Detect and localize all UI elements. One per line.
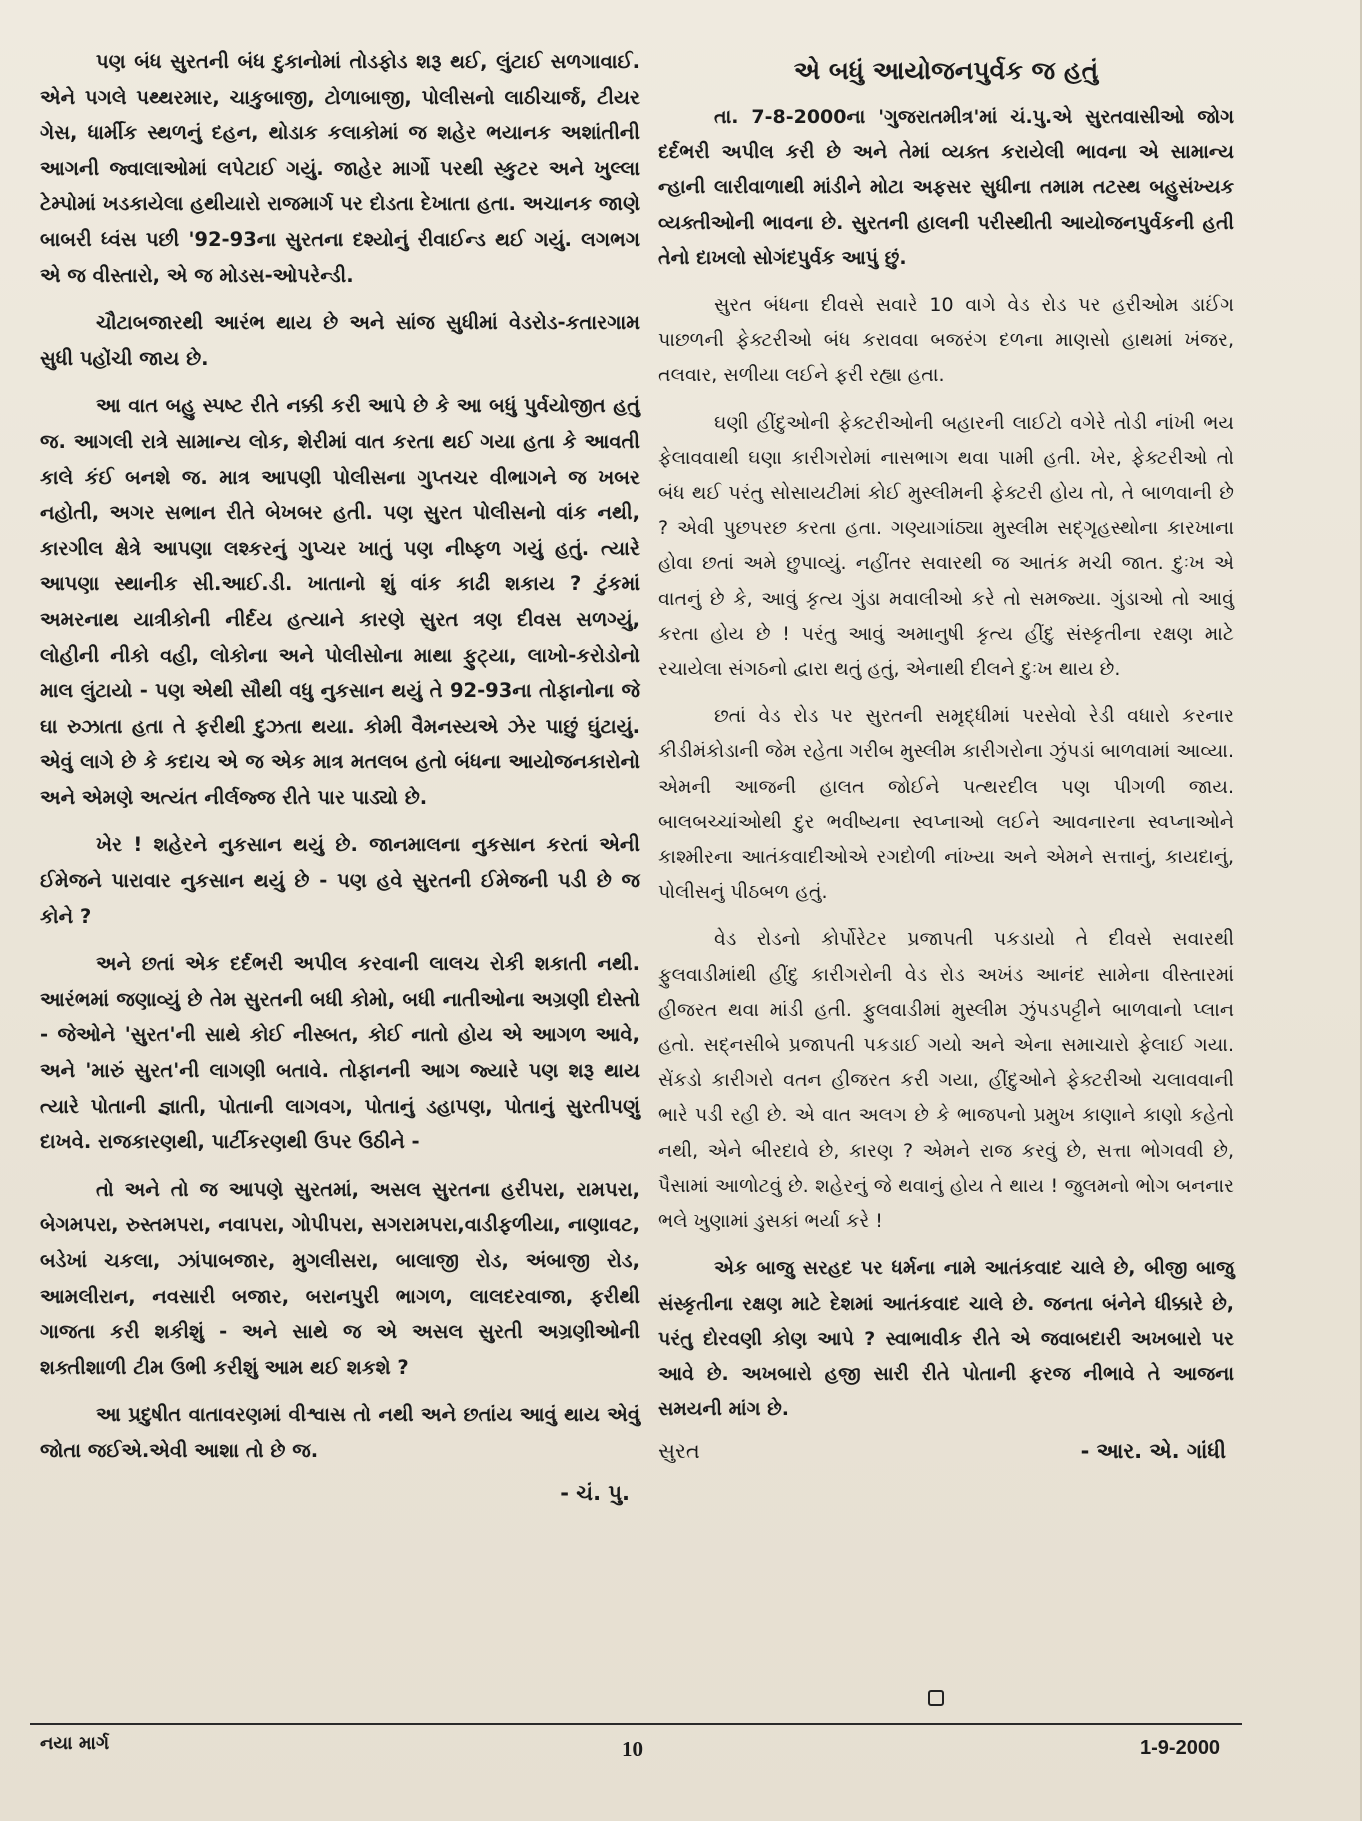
right-column (658, 44, 1234, 1464)
publication-name: નયા માર્ગ (40, 1733, 110, 1754)
left-column (40, 44, 640, 1506)
left-paragraph-3: આ વાત બહુ સ્પષ્ટ રીતે નક્કી કરી આપે છે કે આ બધું પુર્વયોજીત હતું જ. આગલી રાત્રે સામાન્ય લોક, શેરીમાં વાત કરતા થઈ ગયા હતા કે આવતી કાલે કંઈ બનશે જ. માત્ર આપણી પોલીસના ગુપ્તચર વીભાગને જ ખબર નહોતી, અગર સભાન રીતે બેખબર હતી. પણ સુરત પોલીસનો વાંક નથી, કારગીલ ક્ષેત્રે આપણા લશ્કરનું ગુપ્ચર ખાતું પણ નીષ્ફળ ગયું હતું. ત્યારે આપણા સ્થાનીક સી.આઈ.ડી. ખાતાનો શું વાંક કાઢી શકાય ? ટુંકમાં અમરનાથ યાત્રીકોની નીર્દય હત્યાને કારણે સુરત ત્રણ દીવસ સળગ્યું, લોહીની નીકો વહી, લોકોના અને પોલીસોના માથા ફુટ્યા, લાખો-કરોડોનો માલ લુંટાયો - પણ એથી સૌથી વધુ નુકસાન થયું તે 92-93ના તોફાનોના જે ઘા રુઝાતા હતા તે ફરીથી દુઝતા થયા. કોમી વૈમનસ્યએ ઝેર પાછું ઘુંટાયું. એવું લાગે છે કે કદાચ એ જ એક માત્ર મતલબ હતો બંધના આયોજનકારોનો અને એમણે અત્યંત નીર્લજ્જ રીતે પાર પાડ્યો છે. (40, 394, 640, 809)
right-paragraph-1: તા. 7-8-2000ના 'ગુજરાતમીત્ર'માં ચં.પુ.એ સુરતવાસીઓ જોગ દર્દભરી અપીલ કરી છે અને તેમાં વ્યક્ત કરાયેલી ભાવના એ સામાન્ય ન્હાની લારીવાળાથી માંડીને મોટા અફસર સુધીના તમામ તટસ્થ બહુસંખ્યક વ્યક્તીઓની ભાવના છે. સુરતની હાલની પરીસ્થીતી આયોજનપુર્વકની હતી તેનો દાખલો સોગંદપુર્વક આપું છું. (658, 106, 1234, 269)
dateline-place: સુરત (658, 1439, 700, 1464)
right-paragraph-6: એક બાજુ સરહદ પર ધર્મના નામે આતંકવાદ ચાલે છે, બીજી બાજુ સંસ્કૃતીના રક્ષણ માટે દેશમાં આતંકવાદ ચાલે છે. જનતા બંનેને ધીક્કારે છે, પરંતુ દોરવણી કોણ આપે ? સ્વાભાવીક રીતે એ જવાબદારી અખબારો પર આવે છે. અખબારો હજી સારી રીતે પોતાની ફરજ નીભાવે તે આજના સમયની માંગ છે. (658, 1257, 1234, 1421)
left-paragraph-7: આ પ્રદુષીત વાતાવરણમાં વીશ્વાસ તો નથી અને છતાંય આવું થાય એવું જોતા જઈએ.એવી આશા તો છે જ. (40, 1403, 640, 1462)
right-paragraph-4: છતાં વેડ રોડ પર સુરતની સમૃદ્ધીમાં પરસેવો રેડી વધારો કરનાર કીડીમંકોડાની જેમ રહેતા ગરીબ મુસ્લીમ કારીગરોના ઝુંપડાં બાળવામાં આવ્યા. એમની આજની હાલત જોઈને પત્થરદીલ પણ પીગળી જાય. બાલબચ્ચાંઓથી દુર ભવીષ્યના સ્વપ્નાઓ લઈને આવનારના સ્વપ્નાઓને કાશ્મીરના આતંકવાદીઓએ રગદોળી નાંખ્યા અને એમને સત્તાનું, કાયદાનું, પોલીસનું પીઠબળ હતું. (658, 705, 1234, 904)
right-paragraph-5: વેડ રોડનો કોર્પોરેટર પ્રજાપતી પકડાયો તે દીવસે સવારથી ફુલવાડીમાંથી હીંદુ કારીગરોની વેડ રોડ અખંડ આનંદ સામેના વીસ્તારમાં હીજરત થવા માંડી હતી. ફુલવાડીમાં મુસ્લીમ ઝુંપડપટ્ટીને બાળવાનો પ્લાન હતો. સદ્નસીબે પ્રજાપતી પકડાઈ ગયો અને એના સમાચારો ફેલાઈ ગયા. સેંકડો કારીગરો વતન હીજરત કરી ગયા, હીંદુઓને ફેક્ટરીઓ ચલાવવાની ભારે પડી રહી છે. એ વાત અલગ છે કે ભાજપનો પ્રમુખ કાણાને કાણો કહેતો નથી, એને બીરદાવે છે, કારણ ? એમને રાજ કરવું છે, સત્તા ભોગવવી છે, પૈસામાં આળોટવું છે. શહેરનું જે થવાનું હોય તે થાય ! જુલમનો ભોગ બનનાર ભલે ખુણામાં ડુસકાં ભર્યા કરે ! (658, 928, 1234, 1233)
left-signature: - ચં. પુ. (560, 1480, 630, 1505)
left-paragraph-4: ખેર ! શહેરને નુકસાન થયું છે. જાનમાલના નુકસાન કરતાં એની ઈમેજને પારાવાર નુકસાન થયું છે - પણ હવે સુરતની ઈમેજની પડી છે જ કોને ? (40, 833, 640, 928)
article-headline: એ બધું આયોજનપુર્વક જ હતું (793, 56, 1099, 85)
left-paragraph-2: ચૌટાબજારથી આરંભ થાય છે અને સાંજ સુધીમાં વેડરોડ-કતારગામ સુધી પહોંચી જાય છે. (40, 311, 640, 370)
page-footer (0, 1733, 1362, 1773)
end-of-article-box-icon (928, 1690, 944, 1706)
right-signature-row (658, 1439, 1234, 1464)
left-paragraph-5: અને છતાં એક દર્દભરી અપીલ કરવાની લાલચ રોકી શકાતી નથી. આરંભમાં જણાવ્યું છે તેમ સુરતની બધી કોમો, બધી નાતીઓના અગ્રણી દોસ્તો - જેઓને 'સુરત'ની સાથે કોઈ નીસ્બત, કોઈ નાતો હોય એ આગળ આવે, અને 'મારું સુરત'ની લાગણી બતાવે. તોફાનની આગ જ્યારે પણ શરૂ થાય ત્યારે પોતાની જ્ઞાતી, પોતાની લાગવગ, પોતાનું ડહાપણ, પોતાનું સુરતીપણું દાખવે. રાજકારણથી, પાર્ટીકરણથી ઉપર ઉઠીને - (40, 952, 640, 1154)
page-number: 10 (622, 1737, 643, 1761)
right-paragraph-2: સુરત બંધના દીવસે સવારે 10 વાગે વેડ રોડ પર હરીઓમ ડાઈંગ પાછળની ફેક્ટરીઓ બંધ કરાવવા બજરંગ દળના માણસો હાથમાં ખંજર, તલવાર, સળીયા લઈને ફરી રહ્યા હતા. (658, 294, 1234, 387)
footer-rule (30, 1723, 1242, 1725)
issue-date: 1-9-2000 (1140, 1737, 1221, 1759)
left-paragraph-6: તો અને તો જ આપણે સુરતમાં, અસલ સુરતના હરીપરા, રામપરા, બેગમપરા, રુસ્તમપરા, નવાપરા, ગોપીપરા, સગરામપરા,વાડીફળીયા, નાણાવટ, બડેખાં ચકલા, ઝાંપાબજાર, મુગલીસરા, બાલાજી રોડ, અંબાજી રોડ, આમલીરાન, નવસારી બજાર, બરાનપુરી ભાગળ, લાલદરવાજા, ફરીથી ગાજતા કરી શકીશું - અને સાથે જ એ અસલ સુરતી અગ્રણીઓની શક્તીશાળી ટીમ ઉભી કરીશું આમ થઈ શકશે ? (40, 1177, 640, 1379)
left-paragraph-1: પણ બંધ સુરતની બંધ દુકાનોમાં તોડફોડ શરૂ થઈ, લુંટાઈ સળગાવાઈ. એને પગલે પથ્થરમાર, ચાકુબાજી, ટોળાબાજી, પોલીસનો લાઠીચાર્જ, ટીયર ગેસ, ધાર્મીક સ્થળનું દહન, થોડાક કલાકોમાં જ શહેર ભયાનક અશાંતીની આગની જ્વાલાઓમાં લપેટાઈ ગયું. જાહેર માર્ગો પરથી સ્કુટર અને ખુલ્લા ટેમ્પોમાં ખડકાયેલા હથીયારો રાજમાર્ગ પર દોડતા દેખાતા હતા. અચાનક જાણે બાબરી ધ્વંસ પછી '92-93ના સુરતના દશ્યોનું રીવાઈન્ડ થઈ ગયું. લગભગ એ જ વીસ્તારો, એ જ મોડસ-ઓપરેન્ડી. (40, 50, 640, 287)
author-signature: - આર. એ. ગાંધી (1080, 1439, 1226, 1464)
right-paragraph-3: ઘણી હીંદુઓની ફેક્ટરીઓની બહારની લાઈટો વગેરે તોડી નાંખી ભય ફેલાવવાથી ઘણા કારીગરોમાં નાસભાગ થવા પામી હતી. ખેર, ફેક્ટરીઓ તો બંધ થઈ પરંતુ સોસાયટીમાં કોઈ મુસ્લીમની ફેક્ટરી હોય તો, તે બાળવાની છે ? એવી પુછપરછ કરતા હતા. ગણ્યાગાંઠ્યા મુસ્લીમ સદ્ગૃહસ્થોના કારખાના હોવા છતાં અમે છુપાવ્યું. નહીંતર સવારથી જ આતંક મચી જાત. દુઃખ એ વાતનું છે કે, આવું કૃત્ય ગુંડા મવાલીઓ કરે તો સમજ્યા. ગુંડાઓ તો આવું કરતા હોય છે ! પરંતુ આવું અમાનુષી કૃત્ય હીંદુ સંસ્કૃતીના રક્ષણ માટે રચાયેલા સંગઠનો દ્વારા થતું હતું, એનાથી દીલને દુઃખ થાય છે. (658, 411, 1234, 681)
